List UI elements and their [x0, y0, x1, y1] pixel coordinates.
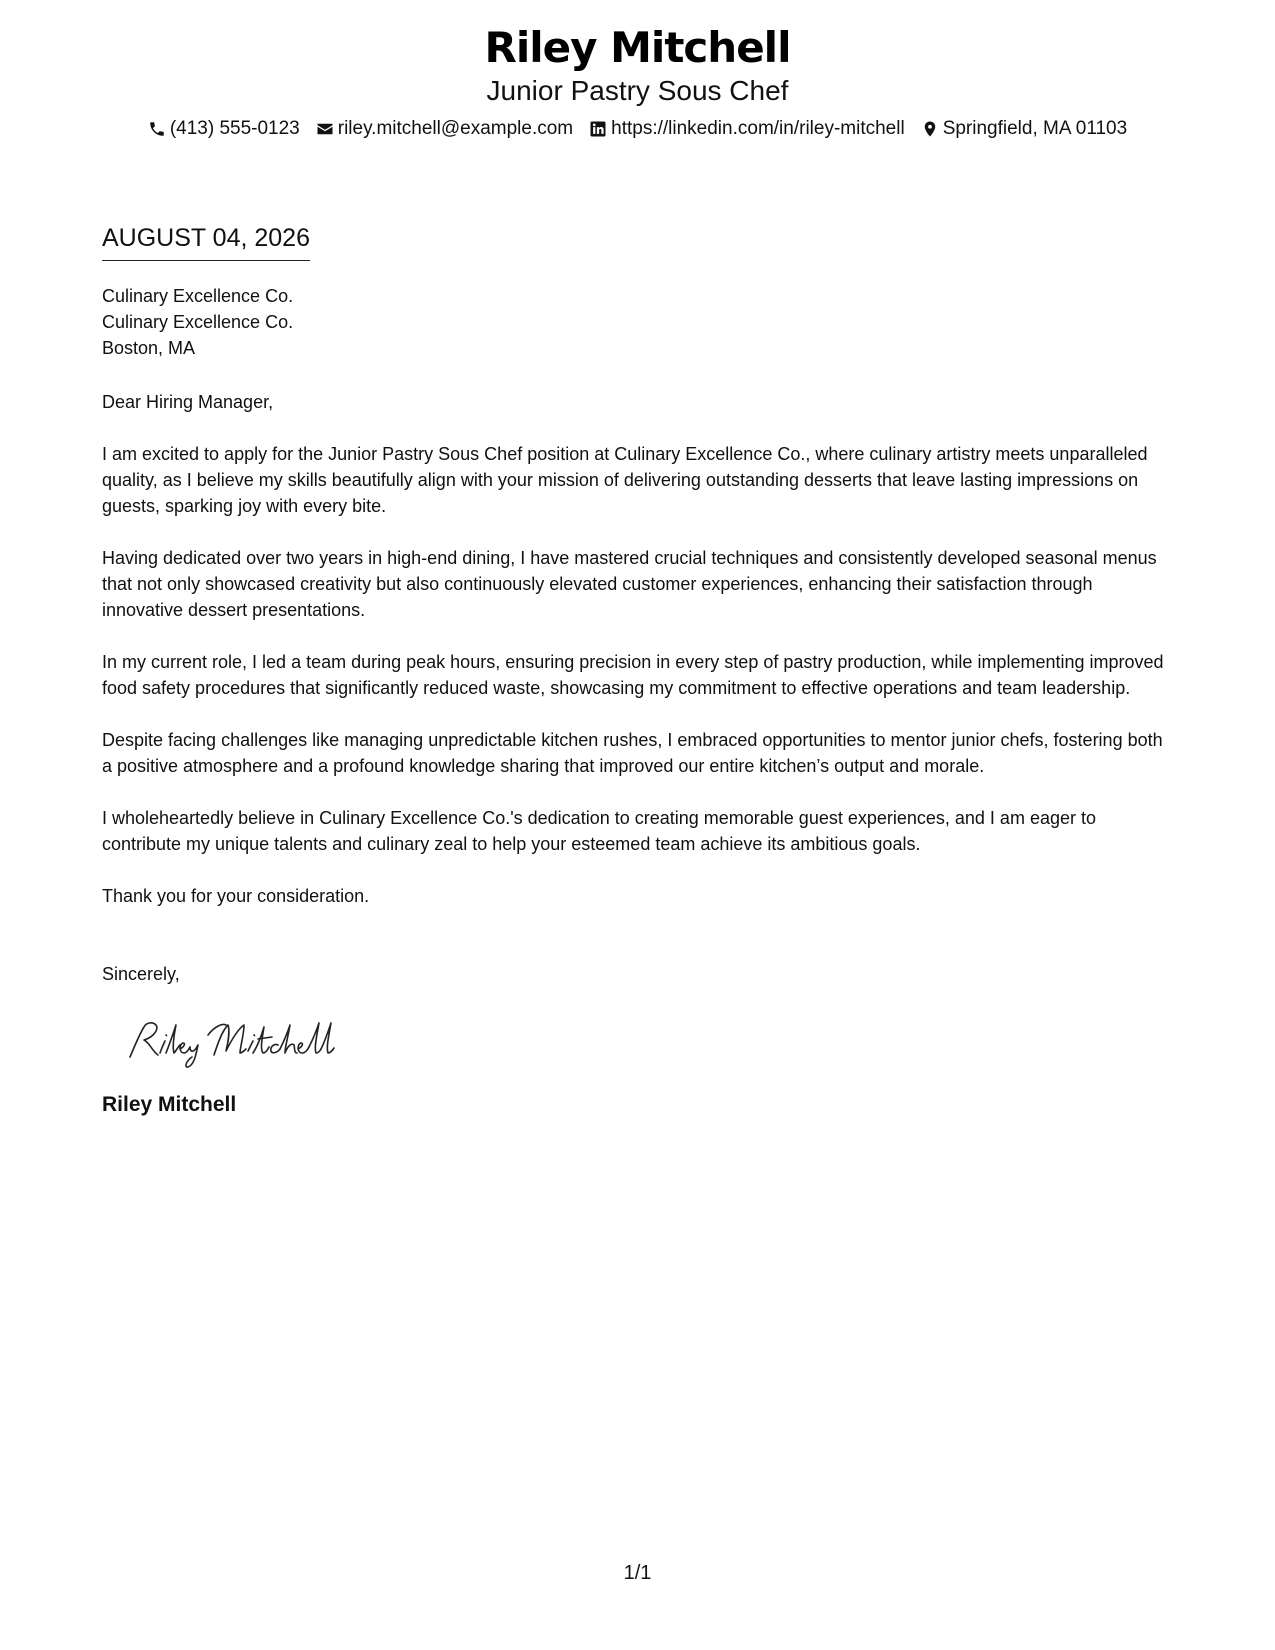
applicant-title: Junior Pastry Sous Chef: [486, 75, 789, 106]
contact-bar: [0, 116, 1275, 142]
linkedin-icon: [589, 120, 607, 138]
linkedin-link[interactable]: https://linkedin.com/in/riley-mitchell: [611, 118, 905, 139]
letter-date: AUGUST 04, 2026: [102, 222, 310, 261]
contact-email[interactable]: [316, 116, 573, 142]
body-paragraph: Thank you for your consideration.: [102, 886, 370, 906]
letter-header: [0, 22, 1275, 142]
body-paragraph: I wholeheartedly believe in Culinary Excellence Co.'s dedication to creating memorable guest experiences, and I am eager to contribute my unique talents and culinary zeal to help your esteemed team achieve its ambitious goals.: [102, 808, 1096, 854]
signer-name: Riley Mitchell: [102, 1093, 237, 1116]
body-paragraph: Having dedicated over two years in high-end dining, I have mastered crucial techniques and consistently developed seasonal menus that not only showcased creativity but also continuously elevated customer experiences, enhancing their satisfaction through innovative dessert presentations.: [102, 548, 1157, 620]
signature-image: [122, 1013, 352, 1071]
body-paragraph: Despite facing challenges like managing unpredictable kitchen rushes, I embraced opportunities to mentor junior chefs, fostering both a positive atmosphere and a profound knowledge sharing that improved our entire kitchen’s output and morale.: [102, 730, 1163, 776]
recipient-block: [102, 283, 1172, 361]
closing: Sincerely,: [102, 964, 180, 984]
recipient-line: Culinary Excellence Co.: [102, 312, 294, 332]
recipient-line: Boston, MA: [102, 338, 196, 358]
map-pin-icon: [921, 120, 939, 138]
body-paragraph: I am excited to apply for the Junior Pastry Sous Chef position at Culinary Excellence Co., where culinary artistry meets unparalleled quality, as I believe my skills beautifully align with your mission of delivering outstanding desserts that leave lasting impressions on guests, sparking joy with every bite.: [102, 444, 1148, 516]
page-number: 1/1: [623, 1562, 652, 1584]
contact-location: [921, 116, 1128, 142]
body-paragraph: In my current role, I led a team during peak hours, ensuring precision in every step of pastry production, while implementing improved food safety procedures that significantly reduced waste, showcasing my commitment to effective operations and team leadership.: [102, 652, 1164, 698]
phone-text: (413) 555-0123: [169, 118, 300, 139]
contact-phone: [148, 116, 300, 142]
salutation: Dear Hiring Manager,: [102, 392, 274, 412]
envelope-icon: [316, 120, 334, 138]
recipient-line: Culinary Excellence Co.: [102, 286, 294, 306]
handwritten-signature: [122, 1013, 1172, 1071]
location-text: Springfield, MA 01103: [942, 118, 1128, 139]
applicant-name: Riley Mitchell: [484, 23, 791, 72]
phone-icon: [148, 120, 166, 138]
letter-body: [102, 222, 1172, 1119]
email-link[interactable]: riley.mitchell@example.com: [337, 118, 574, 139]
contact-linkedin[interactable]: [589, 116, 905, 142]
